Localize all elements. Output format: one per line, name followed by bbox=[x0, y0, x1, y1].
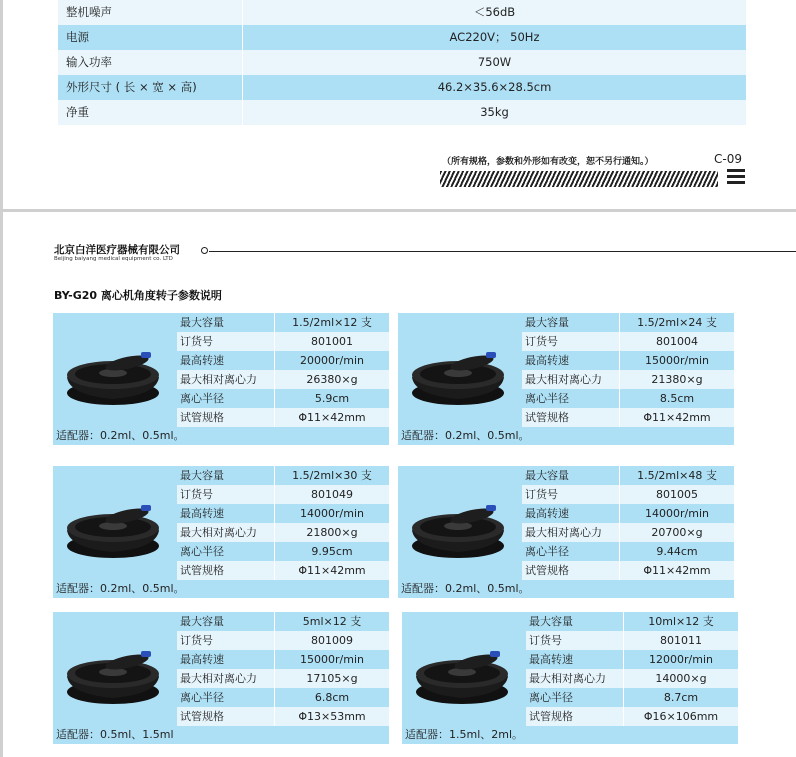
param-label: 最高转速 bbox=[177, 504, 275, 523]
param-value: 6.8cm bbox=[314, 691, 350, 704]
param-label: 最大容量 bbox=[522, 313, 620, 332]
param-row-max-rcf bbox=[177, 669, 389, 688]
param-label: 最高转速 bbox=[522, 504, 620, 523]
param-label: 最大相对离心力 bbox=[177, 523, 275, 542]
param-label: 最高转速 bbox=[522, 351, 620, 370]
param-label: 订货号 bbox=[177, 485, 275, 504]
param-value: 801011 bbox=[660, 634, 702, 647]
param-row-capacity bbox=[177, 466, 389, 485]
page-separator bbox=[0, 209, 796, 212]
param-label: 最大相对离心力 bbox=[522, 370, 620, 389]
param-row-tube bbox=[526, 707, 738, 726]
spec-label: 整机噪声 bbox=[58, 0, 243, 25]
param-value: 801049 bbox=[311, 488, 353, 501]
param-value: 5ml×12 支 bbox=[302, 615, 362, 628]
param-label: 订货号 bbox=[177, 631, 275, 650]
param-label: 最高转速 bbox=[177, 650, 275, 669]
rotor-card bbox=[53, 612, 389, 744]
param-row-max-speed bbox=[177, 351, 389, 370]
param-value: 801004 bbox=[656, 335, 698, 348]
spec-row-power-supply bbox=[58, 25, 746, 50]
decorative-stripe-bar bbox=[440, 171, 718, 187]
param-row-tube bbox=[177, 707, 389, 726]
param-label: 试管规格 bbox=[177, 707, 275, 726]
param-row-radius bbox=[522, 542, 734, 561]
param-value: 17105×g bbox=[306, 672, 358, 685]
param-label: 最高转速 bbox=[177, 351, 275, 370]
param-row-tube bbox=[177, 408, 389, 427]
rotor-icon bbox=[57, 319, 173, 421]
param-label: 最高转速 bbox=[526, 650, 624, 669]
param-value: 1.5/2ml×24 支 bbox=[637, 316, 717, 329]
param-label: 最大相对离心力 bbox=[177, 370, 275, 389]
rotor-param-table bbox=[177, 612, 389, 726]
param-label: 试管规格 bbox=[177, 561, 275, 580]
rotor-image-panel bbox=[53, 466, 177, 580]
param-value: 12000r/min bbox=[649, 653, 713, 666]
param-value: 20000r/min bbox=[300, 354, 364, 367]
param-row-max-speed bbox=[522, 504, 734, 523]
adapter-note: 适配器：0.5ml、1.5ml bbox=[53, 726, 389, 744]
rotor-card bbox=[398, 466, 734, 598]
adapter-note: 适配器：0.2ml、0.5ml。 bbox=[53, 580, 389, 598]
param-value: 1.5/2ml×30 支 bbox=[292, 469, 372, 482]
param-label: 离心半径 bbox=[177, 688, 275, 707]
param-value: 15000r/min bbox=[645, 354, 709, 367]
rotor-image-panel bbox=[53, 313, 177, 427]
param-label: 试管规格 bbox=[522, 561, 620, 580]
param-value: 1.5/2ml×12 支 bbox=[292, 316, 372, 329]
rotor-card bbox=[398, 313, 734, 445]
param-row-radius bbox=[522, 389, 734, 408]
param-value: 14000r/min bbox=[645, 507, 709, 520]
param-row-max-rcf bbox=[526, 669, 738, 688]
menu-lines-icon bbox=[727, 169, 745, 189]
spec-value: 750W bbox=[477, 55, 512, 69]
spec-row-net-weight bbox=[58, 100, 746, 125]
param-row-order-no bbox=[526, 631, 738, 650]
param-label: 最大相对离心力 bbox=[526, 669, 624, 688]
param-value: 14000r/min bbox=[300, 507, 364, 520]
spec-value: AC220V； 50Hz bbox=[449, 30, 540, 44]
param-value: 1.5/2ml×48 支 bbox=[637, 469, 717, 482]
param-label: 最大容量 bbox=[177, 612, 275, 631]
param-row-max-speed bbox=[177, 504, 389, 523]
rotor-icon bbox=[57, 618, 173, 720]
rotor-param-table bbox=[522, 313, 734, 427]
adapter-note: 适配器：0.2ml、0.5ml。 bbox=[398, 580, 734, 598]
rotor-param-table bbox=[177, 313, 389, 427]
rotor-param-table bbox=[526, 612, 738, 726]
param-row-radius bbox=[177, 389, 389, 408]
param-row-max-speed bbox=[522, 351, 734, 370]
param-label: 最大容量 bbox=[522, 466, 620, 485]
param-label: 离心半径 bbox=[522, 389, 620, 408]
param-value: 15000r/min bbox=[300, 653, 364, 666]
rotor-icon bbox=[402, 319, 518, 421]
spec-label: 外形尺寸 ( 长 × 宽 × 高) bbox=[58, 75, 243, 100]
param-value: 14000×g bbox=[655, 672, 707, 685]
rotor-card bbox=[402, 612, 738, 744]
param-row-radius bbox=[177, 542, 389, 561]
param-label: 订货号 bbox=[177, 332, 275, 351]
header-circle-icon bbox=[201, 247, 208, 254]
rotor-icon bbox=[57, 472, 173, 574]
param-label: 试管规格 bbox=[177, 408, 275, 427]
param-label: 离心半径 bbox=[177, 542, 275, 561]
spec-label: 净重 bbox=[58, 100, 243, 125]
spec-table bbox=[58, 0, 746, 125]
rotor-icon bbox=[402, 472, 518, 574]
param-value: 8.5cm bbox=[659, 392, 695, 405]
param-label: 订货号 bbox=[522, 485, 620, 504]
param-label: 最大容量 bbox=[177, 313, 275, 332]
param-label: 离心半径 bbox=[177, 389, 275, 408]
param-value: 9.44cm bbox=[656, 545, 698, 558]
spec-value: ＜56dB bbox=[473, 5, 516, 19]
rotor-icon bbox=[406, 618, 522, 720]
param-row-order-no bbox=[177, 332, 389, 351]
spec-value: 35kg bbox=[480, 105, 509, 119]
param-label: 离心半径 bbox=[522, 542, 620, 561]
spec-row-noise bbox=[58, 0, 746, 25]
param-label: 订货号 bbox=[522, 332, 620, 351]
section-title: BY-G20 离心机角度转子参数说明 bbox=[54, 289, 222, 302]
rotor-card bbox=[53, 466, 389, 598]
company-name-cn: 北京白洋医疗器械有限公司 bbox=[54, 244, 180, 256]
param-row-max-speed bbox=[177, 650, 389, 669]
param-row-max-rcf bbox=[522, 370, 734, 389]
param-row-radius bbox=[526, 688, 738, 707]
param-value: 801001 bbox=[311, 335, 353, 348]
param-row-radius bbox=[177, 688, 389, 707]
param-label: 最大相对离心力 bbox=[177, 669, 275, 688]
param-label: 离心半径 bbox=[526, 688, 624, 707]
param-value: 5.9cm bbox=[314, 392, 350, 405]
param-row-capacity bbox=[177, 313, 389, 332]
param-row-capacity bbox=[522, 313, 734, 332]
adapter-note: 适配器：1.5ml、2ml。 bbox=[402, 726, 738, 744]
adapter-note: 适配器：0.2ml、0.5ml。 bbox=[53, 427, 389, 445]
param-row-tube bbox=[177, 561, 389, 580]
page-left-border bbox=[0, 0, 3, 757]
rotor-image-panel bbox=[402, 612, 526, 726]
param-row-capacity bbox=[526, 612, 738, 631]
company-name-en: Beijing baiyang medical equipment co. LTD bbox=[54, 256, 173, 262]
param-row-tube bbox=[522, 408, 734, 427]
change-notice: （所有规格，参数和外形如有改变，恕不另行通知。） bbox=[442, 157, 654, 167]
param-row-capacity bbox=[177, 612, 389, 631]
param-value: Φ11×42mm bbox=[298, 564, 366, 577]
param-row-order-no bbox=[522, 332, 734, 351]
page-number: C-09 bbox=[714, 152, 742, 166]
rotor-image-panel bbox=[398, 466, 522, 580]
param-value: Φ16×106mm bbox=[643, 710, 719, 723]
param-value: 26380×g bbox=[306, 373, 358, 386]
param-value: 21800×g bbox=[306, 526, 358, 539]
param-value: 9.95cm bbox=[311, 545, 353, 558]
param-row-max-rcf bbox=[177, 370, 389, 389]
param-label: 试管规格 bbox=[522, 408, 620, 427]
spec-row-dimensions bbox=[58, 75, 746, 100]
adapter-note: 适配器：0.2ml、0.5ml。 bbox=[398, 427, 734, 445]
param-value: Φ11×42mm bbox=[643, 564, 711, 577]
rotor-image-panel bbox=[53, 612, 177, 726]
param-row-capacity bbox=[522, 466, 734, 485]
param-label: 最大容量 bbox=[177, 466, 275, 485]
rotor-param-table bbox=[177, 466, 389, 580]
spec-label: 输入功率 bbox=[58, 50, 243, 75]
param-value: 20700×g bbox=[651, 526, 703, 539]
rotor-param-table bbox=[522, 466, 734, 580]
rotor-image-panel bbox=[398, 313, 522, 427]
spec-row-input-power bbox=[58, 50, 746, 75]
param-value: 801005 bbox=[656, 488, 698, 501]
param-value: Φ11×42mm bbox=[298, 411, 366, 424]
param-label: 最大相对离心力 bbox=[522, 523, 620, 542]
param-value: 801009 bbox=[311, 634, 353, 647]
param-value: 21380×g bbox=[651, 373, 703, 386]
param-row-max-rcf bbox=[522, 523, 734, 542]
param-row-order-no bbox=[522, 485, 734, 504]
param-value: Φ13×53mm bbox=[298, 710, 366, 723]
param-row-max-rcf bbox=[177, 523, 389, 542]
rotor-card bbox=[53, 313, 389, 445]
param-value: Φ11×42mm bbox=[643, 411, 711, 424]
param-row-max-speed bbox=[526, 650, 738, 669]
param-row-order-no bbox=[177, 631, 389, 650]
param-label: 最大容量 bbox=[526, 612, 624, 631]
param-value: 10ml×12 支 bbox=[648, 615, 714, 628]
header-rule bbox=[209, 251, 796, 252]
spec-label: 电源 bbox=[58, 25, 243, 50]
param-row-order-no bbox=[177, 485, 389, 504]
param-label: 试管规格 bbox=[526, 707, 624, 726]
param-row-tube bbox=[522, 561, 734, 580]
param-value: 8.7cm bbox=[663, 691, 699, 704]
param-label: 订货号 bbox=[526, 631, 624, 650]
spec-value: 46.2×35.6×28.5cm bbox=[437, 80, 552, 94]
